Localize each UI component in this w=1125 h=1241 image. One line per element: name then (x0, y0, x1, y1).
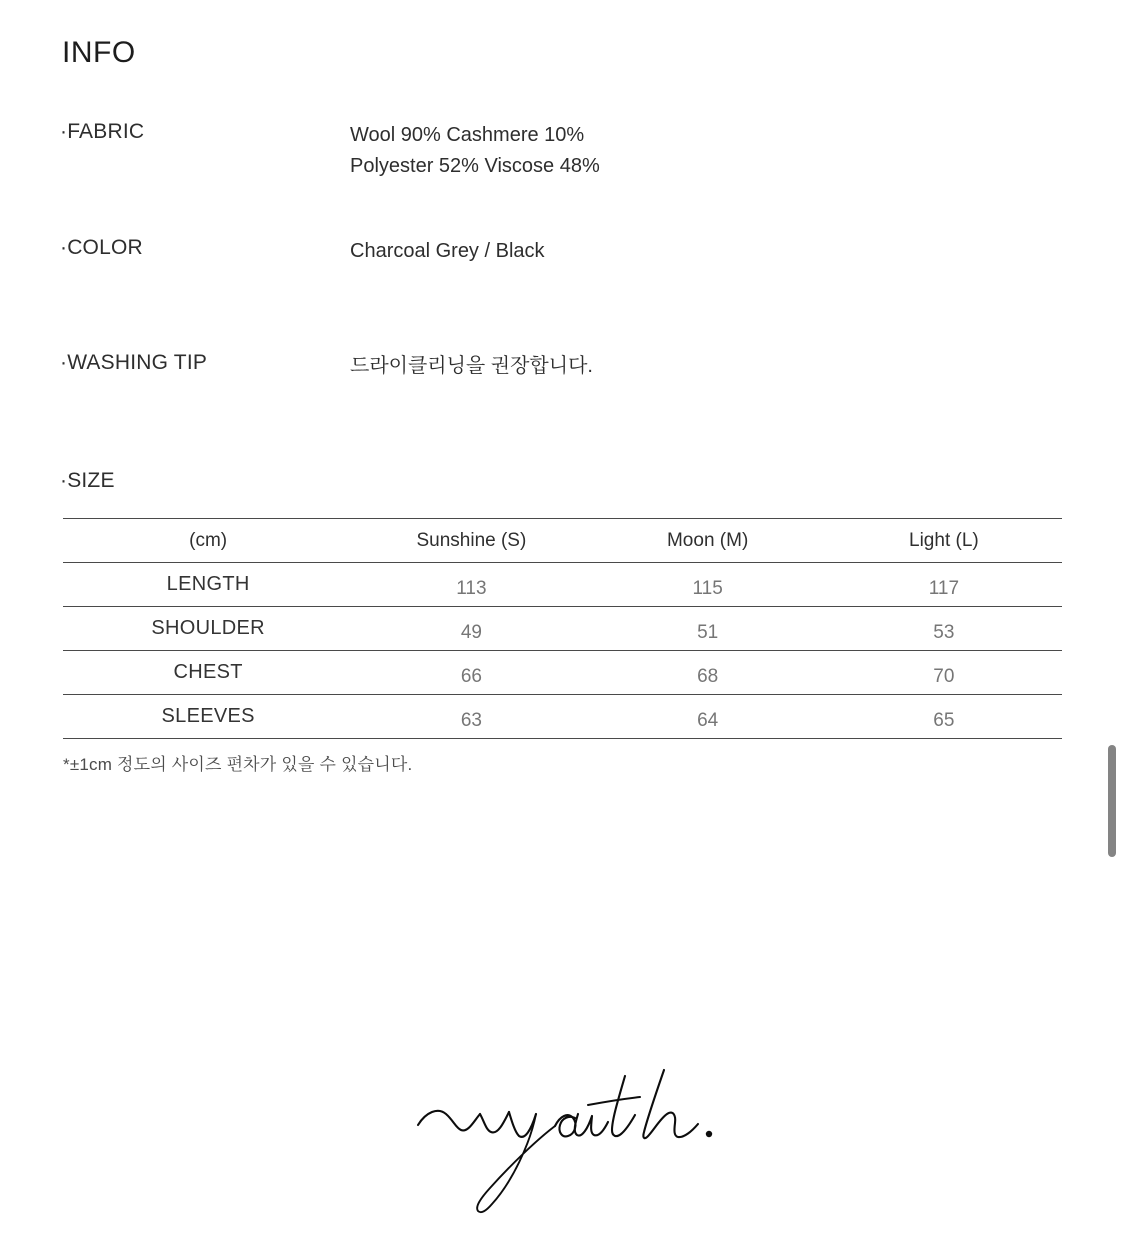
size-table-header-unit: (cm) (63, 519, 353, 563)
scrollbar-thumb[interactable] (1108, 745, 1116, 857)
size-tolerance-note: *±1cm 정도의 사이즈 편차가 있을 수 있습니다. (63, 755, 413, 774)
measure-name-sleeves: SLEEVES (63, 695, 353, 739)
spec-label-size: ·SIZE (60, 469, 115, 492)
spec-label-fabric: ·FABRIC (60, 120, 145, 143)
measure-length-m: 115 (590, 567, 826, 611)
size-table-header-small: Sunshine (S) (353, 519, 589, 563)
fabric-line-2: Polyester 52% Viscose 48% (350, 155, 600, 177)
measure-chest-l: 70 (826, 655, 1062, 699)
table-row (63, 563, 1062, 607)
size-table-header-row (63, 519, 1062, 563)
measure-length-l: 117 (826, 567, 1062, 611)
measure-name-chest: CHEST (63, 651, 353, 695)
measure-sleeves-s: 63 (353, 699, 589, 743)
measure-name-length: LENGTH (63, 563, 353, 607)
measure-name-shoulder: SHOULDER (63, 607, 353, 651)
measure-shoulder-m: 51 (590, 611, 826, 655)
measure-sleeves-m: 64 (590, 699, 826, 743)
size-table-header-large: Light (L) (826, 519, 1062, 563)
measure-sleeves-l: 65 (826, 699, 1062, 743)
spec-value-fabric (350, 120, 600, 182)
spec-label-washing-tip: ·WASHING TIP (60, 351, 208, 374)
size-table-header-medium: Moon (M) (590, 519, 826, 563)
table-row (63, 607, 1062, 651)
measure-length-s: 113 (353, 567, 589, 611)
measure-shoulder-s: 49 (353, 611, 589, 655)
table-row (63, 651, 1062, 695)
spec-label-color: ·COLOR (60, 236, 143, 259)
measure-chest-s: 66 (353, 655, 589, 699)
table-row (63, 695, 1062, 739)
measure-shoulder-l: 53 (826, 611, 1062, 655)
spec-value-washing-tip: 드라이클리닝을 권장합니다. (350, 355, 593, 377)
fabric-line-1: Wool 90% Cashmere 10% (350, 124, 585, 146)
brand-signature-logo (412, 1052, 732, 1222)
page-title: INFO (62, 36, 136, 69)
spec-value-color: Charcoal Grey / Black (350, 240, 545, 262)
measure-chest-m: 68 (590, 655, 826, 699)
scrollbar-track[interactable] (1105, 0, 1119, 1241)
size-table (63, 518, 1062, 739)
